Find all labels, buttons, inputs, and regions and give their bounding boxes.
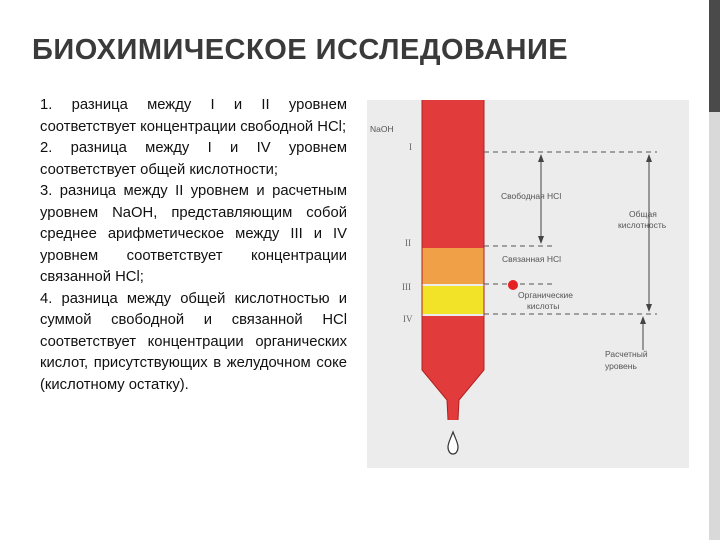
- burette-yellow-band: [422, 286, 484, 314]
- calc-level-arrowhead: [640, 316, 646, 324]
- burette-diagram: [367, 100, 689, 468]
- paragraph-2: 2. разница между I и IV уровнем соответствует общей кислотности;: [40, 140, 347, 178]
- total-acidity-arrowhead-up: [646, 154, 652, 162]
- burette-svg: [367, 100, 689, 468]
- total-acidity-label-1: Общая: [629, 209, 657, 219]
- total-acidity-arrowhead-down: [646, 304, 652, 312]
- burette-orange-band: [422, 248, 484, 284]
- description-text: [40, 95, 347, 396]
- calculated-level-dot: [508, 280, 518, 290]
- bound-hcl-label: Связанная HCl: [502, 254, 562, 264]
- page-title: БИОХИМИЧЕСКОЕ ИССЛЕДОВАНИЕ: [32, 34, 569, 66]
- drop-icon: [448, 432, 458, 454]
- free-hcl-arrowhead-down: [538, 236, 544, 244]
- slide-edge-dark: [709, 0, 720, 112]
- free-hcl-arrowhead-up: [538, 154, 544, 162]
- total-acidity-label-2: кислотность: [618, 220, 667, 230]
- organic-acids-label-2: кислоты: [527, 301, 560, 311]
- level-label-i: I: [409, 142, 412, 152]
- slide-edge-light: [709, 112, 720, 540]
- naoh-label: NaOH: [370, 124, 394, 134]
- free-hcl-label: Свободная HCl: [501, 191, 562, 201]
- paragraph-1: 1. разница между I и II уровнем соответствует концентрации свободной HCl;: [40, 97, 347, 135]
- level-label-iii: III: [402, 282, 411, 292]
- calc-level-label-1: Расчетный: [605, 349, 648, 359]
- burette-red-lower: [422, 316, 484, 420]
- level-label-ii: II: [405, 238, 411, 248]
- paragraph-4: 4. разница между общей кислотностью и суммой свободной и связанной HCl соответствует концентрации органических кислот, присутствующих в желудочном соке (кислотному остатку).: [40, 290, 347, 393]
- paragraph-3: 3. разница между II уровнем и расчетным уровнем NaOH, представляющим собой среднее арифметическое между III и IV уровнем соответствует концентрации связанной HCl;: [40, 183, 347, 285]
- level-label-iv: IV: [403, 314, 413, 324]
- burette-red-upper: [422, 100, 484, 248]
- organic-acids-label-1: Органические: [518, 290, 574, 300]
- calc-level-label-2: уровень: [605, 361, 637, 371]
